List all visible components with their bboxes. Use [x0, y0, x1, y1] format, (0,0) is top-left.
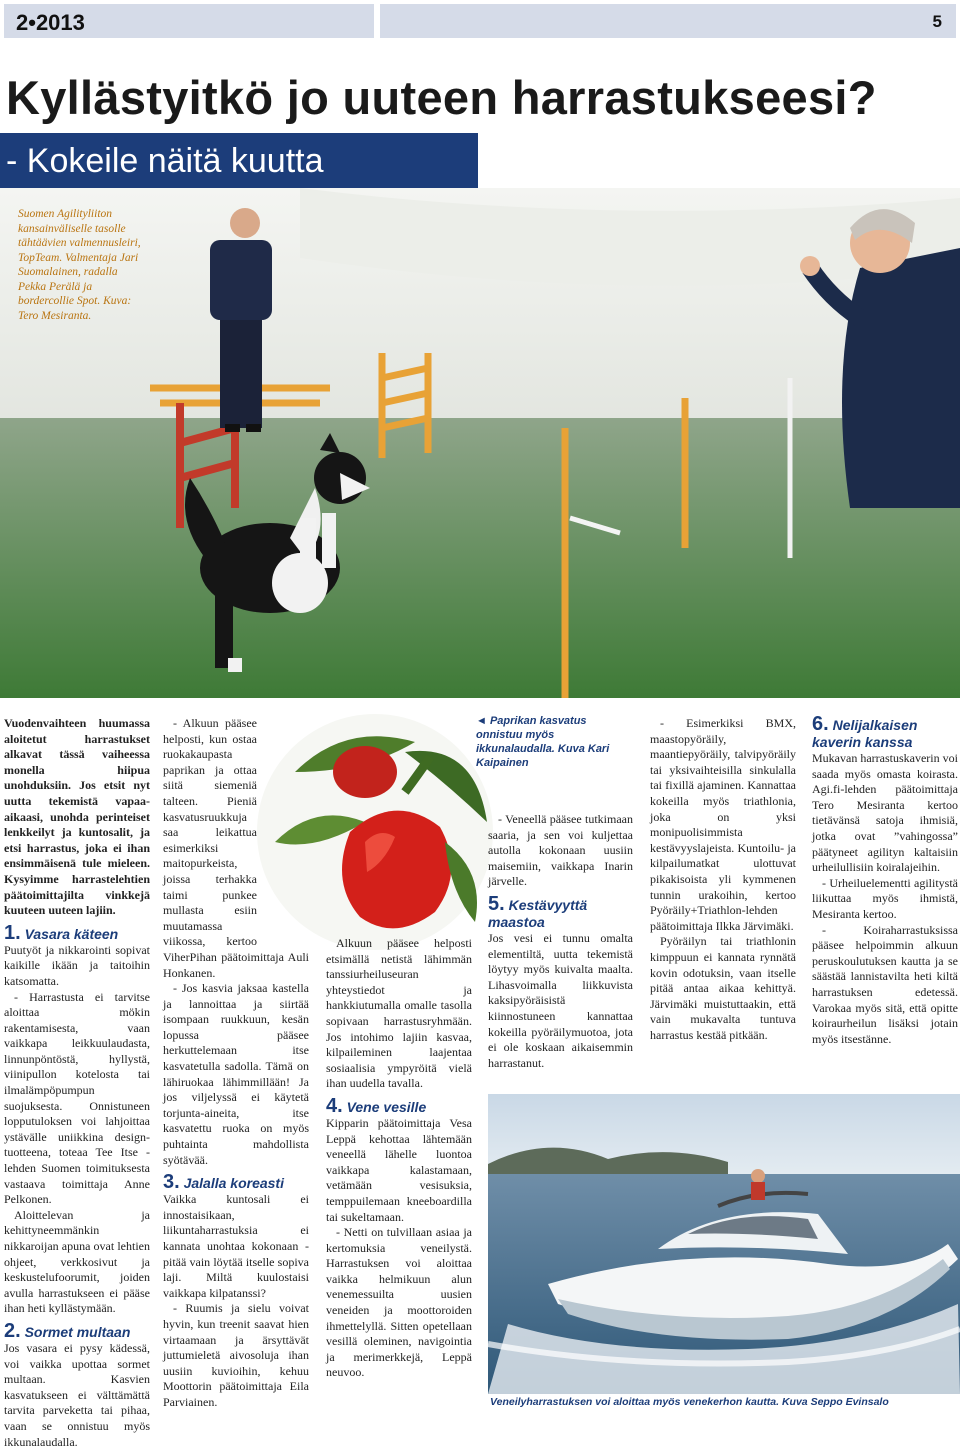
section-4-paragraph: - Netti on tulvillaan asiaa ja kertomuksia veneilystä. Harrastuksen voi aloittaa vaikka helmikuun alun venemessuilta uusien veneiden ja moottoroiden ihmettelyllä. Sitten opetellaan vesillä oleminen, navigointia ja merimerkkejä, Leppä neuvoo. — [326, 1225, 472, 1380]
section-2-title: Sormet multaan — [24, 1323, 131, 1340]
section-1-title: Vasara käteen — [24, 925, 119, 942]
section-6-paragraph: - Urheiluelementti agilitystä liikuttaa myös ihmistä, Mesiranta kertoo. — [812, 875, 958, 921]
section-3-number: 3. — [163, 1171, 180, 1194]
section-2-number: 2. — [4, 1319, 21, 1342]
article-column-4 — [488, 812, 633, 1071]
issue-number: 2•2013 — [16, 10, 85, 35]
subtitle: - Kokeile näitä kuutta — [6, 142, 324, 180]
article-column-5 — [650, 716, 796, 1043]
section-1-paragraph: Puutyöt ja nikkarointi sopivat kaikille ikään ja taitoihin katsomatta. — [4, 942, 150, 988]
subtitle-bar — [0, 133, 478, 188]
section-3-paragraph: Vaikka kuntosali ei innostaisikaan, liikuntaharrastuksia ei kannata unohtaa kokonaan - pitää vain löytää itselle sopiva laji. Miltä kuulostaisi vaikkapa kilpatanssi? — [163, 1192, 309, 1300]
header-page-bar — [380, 4, 956, 38]
section-4-paragraph: - Veneellä pääsee tutkimaan saaria, ja sen voi kuljettaa autolla kokonaan uusiin maisemiin, vaikkapa Inarin järvelle. — [488, 812, 633, 889]
header-issue-bar — [4, 4, 374, 38]
article-column-6 — [812, 713, 958, 1047]
section-2-paragraph: - Jos kasvia jaksaa kastella ja lannoittaa ja siirtää isompaan ruukkuun, kesän lopussa pääsee herkuttelemaan itse kasvatetulla sadolla. Tämä on lähiruokaa lähimmillään! Ja jos viljelyssä ei käytetä torjunta-aineita, itse kasvatettu ruoka on myös puhtainta mahdollista syötävää. — [163, 981, 309, 1167]
section-2-heading — [4, 1319, 150, 1342]
boat-photo — [488, 1094, 960, 1394]
section-1-paragraph: - Harrastusta ei tarvitse aloittaa mökin rakentamisesta, vaan vaikkapa leikkuulaudasta, linnunpöntöstä, hyllystä, viinipullon kotelosta tai ilmalämpöpumpun suojuksesta. Onnistuneen lopputuloksen voi lahjoittaa ystävälle uniikkina design-tuotteena, toteaa Tee Itse -lehden Suomen toimituksesta vastaava toimittaja Anne Pelkonen. — [4, 989, 150, 1207]
section-5-number: 5. — [488, 892, 505, 915]
section-6-heading — [812, 713, 958, 751]
section-4-number: 4. — [326, 1094, 343, 1117]
section-5-paragraph: Jos vesi ei tunnu omalta elementiltä, uutta tekemistä löytyy myös kuivalta maalta. Lihasvoimalla liikkuvista kaksipyöräisistä kiinnostuneen kannattaa kokeilla pyöräilymuotoa, jota ei ole koskaan aikaisemmin harrastanut. — [488, 930, 633, 1070]
boat-illustration — [488, 1094, 960, 1394]
section-2-paragraph: Jos vasara ei pysy kädessä, voi vaikka upottaa sormet multaan. Kasvien kasvatukseen ei välttämättä tarvita parveketta tai pihaa, vaan se onnistuu myös ikkunalaudalla. — [4, 1340, 150, 1449]
section-4-title: Vene vesille — [346, 1098, 427, 1115]
section-1-paragraph: Aloittelevan ja kehittyneemmänkin nikkaroijan apuna ovat lehtien ohjeet, verkkosivut ja keskustelufoorumit, joiden avulla harrastukseen ei pääse ihan heti kyllästymään. — [4, 1207, 150, 1316]
pepper-illustration — [255, 712, 495, 952]
article-column-1 — [4, 716, 150, 1450]
section-6-paragraph: Mukavan harrastuskaverin voi saada myös omasta koirasta. Agi.fi-lehden päätoimittaja Tero Mesiranta kertoo tietävänsä satoja ihmisiä, jotka ovat ”vahingossa” päätyneet agilityn kaltaisiin urheilullisiin koiralajeihin. — [812, 751, 958, 875]
section-6-title: Nelijalkaisen kaverin kanssa — [812, 717, 918, 750]
headline: Kyllästyitkö jo uuteen harrastukseesi? — [6, 71, 877, 124]
section-3-paragraph: Alkuun pääsee helposti etsimällä netistä lähimmän tanssiurheiluseuran yhteystiedot ja hankkiutumalla omalle tasolla sopivaan harrastusryhmään. Jos intohimo lajiin kasvaa, kilpaileminen laajentaa sosiaalisia ympyröitä vielä ihan uudella tavalla. — [326, 936, 472, 1091]
section-1-number: 1. — [4, 921, 21, 944]
section-4-paragraph: Kipparin päätoimittaja Vesa Leppä kehottaa lähtemään veneellä lähelle luontoa vaikkapa kalastamaan, vetämään vesisuksia, temppuilemaan kneeboardilla tai sukeltamaan. — [326, 1115, 472, 1224]
section-5-title: Kestävyyttä maastoa — [488, 896, 588, 930]
article-lead: Vuodenvaihteen huumassa aloitetut harrastukset alkavat tässä vaiheessa monella hiipua unohduksiin. Jos etsit nyt uutta tekemistä vapaa-aikaasi, unohda perinteiset lenkkeilyt ja kuntosalit, ja etsi harrastus, joka ei ihan ensimmäisenä tule mieleen. Kysyimme harrastelehtien päätoimittajilta vinkkejä kuuteen uuteen lajiin. — [4, 716, 150, 918]
section-6-paragraph: - Koiraharrastuksissa pääsee helpoimmin alkuun peruskoulutuksen kautta ja se säästää lannistavilta heti kiltä harrastuksen edetessä. Varokaa myös sitä, että opitte koiraurheilun lisäksi jotain myös itsestänne. — [812, 922, 958, 1046]
boat-photo-caption: Veneilyharrastuksen voi aloittaa myös venekerhon kautta. Kuva Seppo Evinsalo — [490, 1396, 889, 1408]
section-5-paragraph: - Esimerkiksi BMX, maastopyöräily, maantiepyöräily, talvipyöräily tai yksivaihteisilla sinkulalla tai fixillä ajaminen. Kannattaa kokeilla myös triathlonia, joka on yksi monipuolisimmista kestävyyslajeista. Kuntoilu- ja kilpailumatkat ulottuvat pikakisoista yli kymmenen tunnin urakoihin, kertoo Pyöräily+Triathlon-lehden päätoimittaja Ilkka Järvimäki. — [650, 716, 796, 933]
section-6-number: 6. — [812, 713, 829, 735]
section-1-heading — [4, 921, 150, 944]
section-4-heading — [326, 1094, 472, 1117]
section-2-paragraph: - Alkuun pääsee helposti, kun ostaa ruokakaupasta paprikan ja ottaa siitä siemeniä talteen. Pieniä kasvatusruukkuja saa leikattua esimerkiksi maitopurkeista, joissa terhakka taimi punkee mullasta esiin muutamassa viikossa, kertoo ViherPihan päätoimittaja Auli Honkanen. — [163, 716, 309, 980]
section-3-heading — [163, 1171, 309, 1194]
pepper-photo-caption: ◄ Paprikan kasvatus onnistuu myös ikkunalaudalla. Kuva Kari Kaipainen — [476, 715, 610, 769]
article-column-3 — [326, 936, 472, 1381]
page-number: 5 — [932, 12, 942, 31]
section-3-title: Jalalla koreasti — [183, 1175, 284, 1192]
pepper-photo — [255, 712, 495, 952]
agility-photo-caption: Suomen Agilityliiton kansainväliselle tasolle tähtäävien valmennusleiri, TopTeam. Valmentaja Jari Suomalainen, radalla Pekka Perälä ja bordercollie Spot. Kuva: Tero Mesiranta. — [18, 208, 141, 322]
section-5-paragraph: Pyöräilyn tai triathlonin kimppuun ei kannata rynnätä kovin odotuksin, vaan itselle pitää antaa aikaa kehittyä. Järvimäki muistuttaakin, että vain mukavalta tuntuva harrastus kestää pitkään. — [650, 934, 796, 1042]
section-5-heading — [488, 892, 633, 931]
section-3-paragraph: - Ruumis ja sielu voivat hyvin, kun treenit saavat hien virtaamaan ja ärsyttävät juttumieletä aivosoluja ihan uusiin kuvioihin, kehuu Moottorin päätoimittaja Eila Parviainen. — [163, 1301, 309, 1409]
